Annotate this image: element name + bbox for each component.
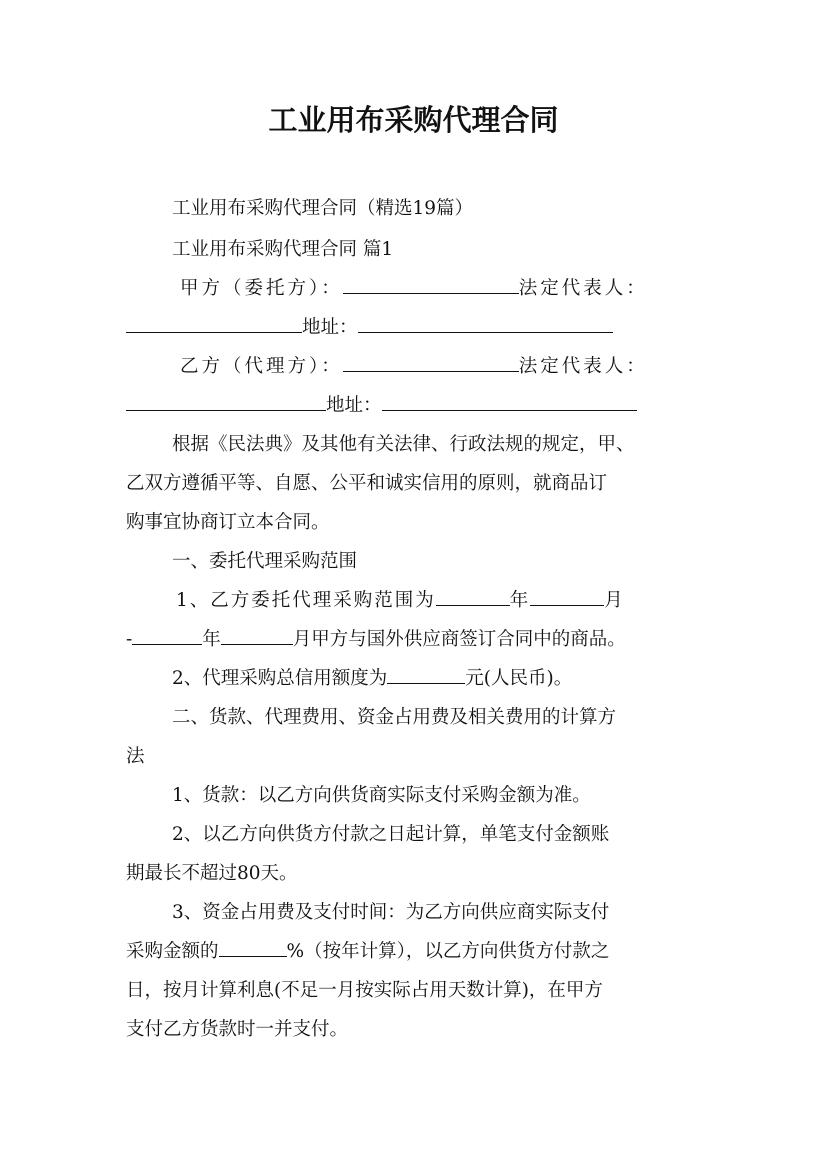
address-blank xyxy=(358,313,613,333)
clause-line: 2、以乙方向供货方付款之日起计算，单笔支付金额账 xyxy=(172,824,610,845)
subtitle-line: 工业用布采购代理合同（精选19篇） xyxy=(172,198,474,219)
clause-line: 期最长不超过80天。 xyxy=(126,863,298,884)
document-title: 工业用布采购代理合同 xyxy=(268,103,559,137)
party-a-address-line xyxy=(126,313,706,343)
year-blank xyxy=(132,625,202,645)
party-a-name-blank xyxy=(343,274,519,294)
party-b-line xyxy=(180,352,690,382)
clause-text: 采购金额的 xyxy=(126,941,219,962)
amount-blank xyxy=(387,664,465,684)
year-label: 年 xyxy=(202,629,221,650)
party-b-address-line xyxy=(126,391,706,421)
section-heading: 法 xyxy=(126,746,145,767)
clause-line: 日，按月计算利息(不足一月按实际占用天数计算)，在甲方 xyxy=(126,980,603,1001)
month-blank xyxy=(221,625,293,645)
paragraph-line: 购事宜协商订立本合同。 xyxy=(126,512,330,533)
clause-text: 1、乙方委托代理采购范围为 xyxy=(176,590,436,611)
section-heading: 工业用布采购代理合同 篇1 xyxy=(172,239,394,260)
clause-line: 支付乙方货款时一并支付。 xyxy=(126,1019,349,1040)
month-blank xyxy=(530,586,604,606)
percent-blank xyxy=(219,937,287,957)
address-label: 地址： xyxy=(302,317,358,338)
section-heading: 一、委托代理采购范围 xyxy=(172,551,358,572)
year-label: 年 xyxy=(509,590,531,611)
clause-text: 月甲方与国外供应商签订合同中的商品。 xyxy=(292,629,626,650)
address-label: 地址： xyxy=(326,395,382,416)
clause-text: 2、代理采购总信用额度为 xyxy=(172,668,388,689)
clause-line xyxy=(126,625,706,655)
party-b-name-blank xyxy=(343,352,519,372)
clause-line xyxy=(126,937,706,967)
month-label: 月 xyxy=(604,590,625,611)
legal-rep-blank xyxy=(126,313,302,333)
paragraph-line: 根据《民法典》及其他有关法律、行政法规的规定，甲、 xyxy=(172,434,635,455)
legal-rep-label: 法定代表人： xyxy=(518,278,648,299)
clause-line xyxy=(176,586,696,616)
party-a-line xyxy=(180,274,690,304)
party-b-label: 乙方（代理方）： xyxy=(180,356,343,377)
clause-line xyxy=(172,664,752,694)
legal-rep-blank xyxy=(126,391,326,411)
dash-text: - xyxy=(126,629,133,650)
paragraph-line: 乙双方遵循平等、自愿、公平和诚实信用的原则，就商品订 xyxy=(126,473,608,494)
clause-line: 3、资金占用费及支付时间：为乙方向供应商实际支付 xyxy=(172,902,610,923)
legal-rep-label: 法定代表人： xyxy=(518,356,648,377)
clause-text: 元(人民币)。 xyxy=(465,668,573,689)
address-blank xyxy=(382,391,637,411)
section-heading: 二、货款、代理费用、资金占用费及相关费用的计算方 xyxy=(172,707,617,728)
year-blank xyxy=(436,586,510,606)
clause-text: %（按年计算），以乙方向供货方付款之 xyxy=(286,941,610,962)
party-a-label: 甲方（委托方）： xyxy=(180,278,343,299)
clause-line: 1、货款：以乙方向供货商实际支付采购金额为准。 xyxy=(172,785,591,806)
